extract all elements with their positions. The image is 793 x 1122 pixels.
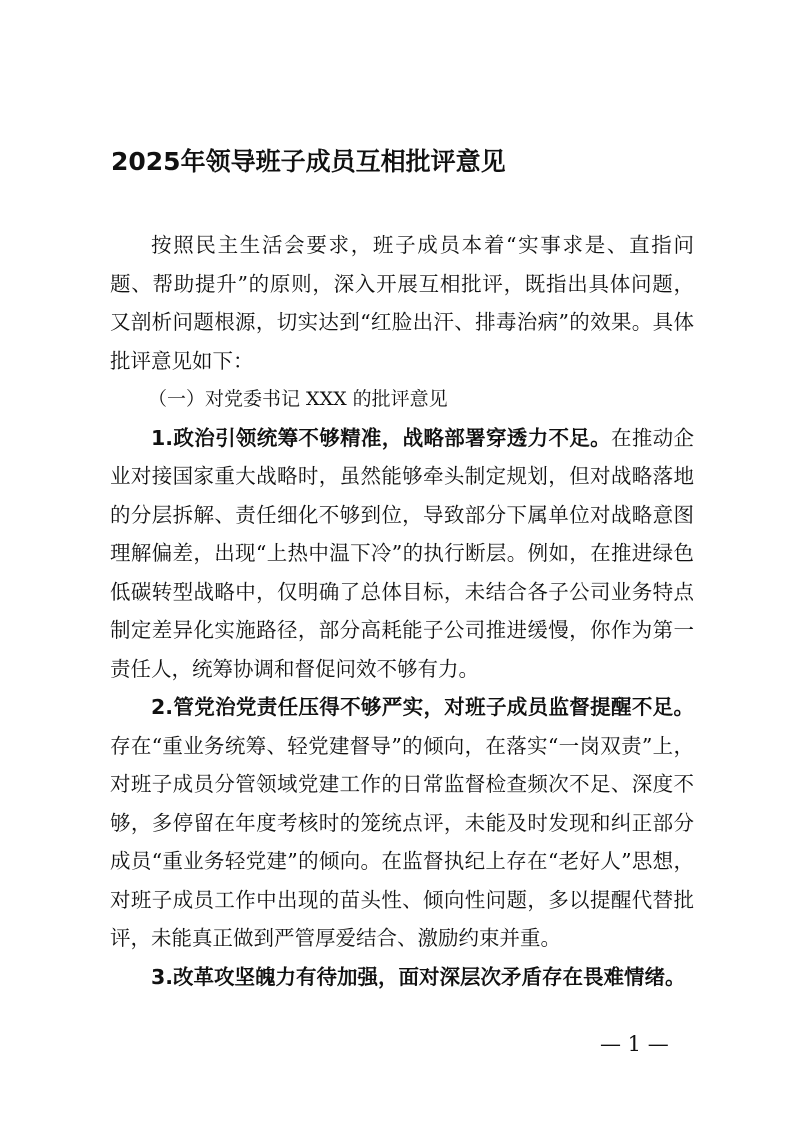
section-heading: （一）对党委书记 XXX 的批评意见 — [148, 388, 448, 410]
critique-item-1-lead: 1.政治引领统筹不够精准，战略部署穿透力不足。 — [151, 425, 611, 450]
document-title: 2025年领导班子成员互相批评意见 — [111, 147, 506, 176]
critique-item-2-text: 存在“重业务统筹、轻党建督导”的倾向，在落实“一岗双责”上，对班子成员分管领域党建工作的日常监督检查频次不足、深度不够，多停留在年度考核时的笼统点评，未能及时发现和纠正部分成员“重业务轻党建”的倾向。在监督执纪上存在“老好人”思想，对班子成员工作中出现的苗头性、倾向性问题，多以提醒代替批评，未能真正做到严管厚爱结合、激励约束并重。 — [110, 733, 694, 950]
critique-item-2-lead: 2.管党治党责任压得不够严实，对班子成员监督提醒不足。 — [151, 695, 694, 719]
critique-item-3 — [110, 958, 694, 997]
critique-item-1-text: 在推动企业对接国家重大战略时，虽然能够牵头制定规划，但对战略落地的分层拆解、责任细化不够到位，导致部分下属单位对战略意图理解偏差，出现“上热中温下冷”的执行断层。例如，在推进绿色低碳转型战略中，仅明确了总体目标，未结合各子公司业务特点制定差异化实施路径，部分高耗能子公司推进缓慢，你作为第一责任人，统筹协调和督促问效不够有力。 — [110, 425, 694, 681]
critique-item-1 — [110, 419, 694, 689]
critique-item-3-lead: 3.改革攻坚魄力有待加强，面对深层次矛盾存在畏难情绪。 — [151, 964, 686, 989]
intro-paragraph: 按照民主生活会要求，班子成员本着“实事求是、直指问题、帮助提升”的原则，深入开展互相批评，既指出具体问题，又剖析问题根源，切实达到“红脸出汗、排毒治病”的效果。具体批评意见如下： — [110, 233, 694, 373]
page-number: — 1 — — [600, 1032, 669, 1056]
critique-item-2 — [110, 688, 694, 958]
document-body — [110, 226, 694, 996]
